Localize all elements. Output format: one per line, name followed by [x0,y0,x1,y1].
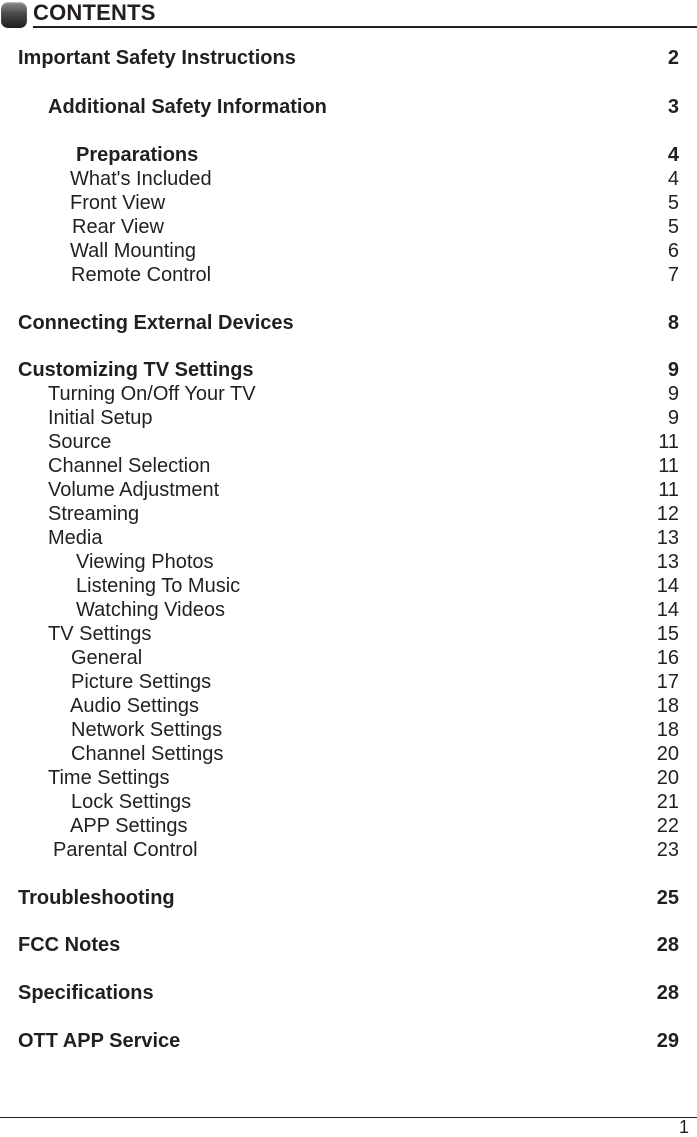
toc-entry-title: Channel Settings [71,743,224,765]
toc-entry[interactable] [0,790,697,814]
toc-entry[interactable] [0,886,697,910]
toc-entry-page-number: 9 [667,359,679,381]
toc-entry-page-number: 11 [658,479,679,501]
page-number: 1 [678,1117,689,1137]
toc-entry-title: Listening To Music [76,575,241,597]
toc-entry-page-number: 18 [656,695,679,717]
toc-entry-page-number: 18 [656,719,679,741]
toc-entry-title: Time Settings [48,767,170,789]
toc-entry-page-number: 5 [667,216,679,238]
toc-entry[interactable] [0,598,697,622]
toc-entry-page-number: 8 [667,312,679,334]
toc-entry[interactable] [0,454,697,478]
toc-entry[interactable] [0,981,697,1005]
toc-entry-page-number: 6 [667,240,679,262]
toc-entry-title: Rear View [72,216,164,238]
toc-entry-page-number: 21 [656,791,679,813]
rounded-square-icon [1,2,27,28]
toc-entry[interactable] [0,191,697,215]
toc-entry[interactable] [0,502,697,526]
toc-entry[interactable] [0,670,697,694]
toc-entry-title: Viewing Photos [76,551,214,573]
toc-entry-page-number: 13 [656,551,679,573]
toc-entry-page-number: 15 [656,623,679,645]
toc-entry-title: General [71,647,143,669]
toc-entry-page-number: 2 [667,47,679,69]
toc-entry-title: Network Settings [71,719,223,741]
toc-entry-page-number: 28 [656,934,679,956]
toc-entry[interactable] [0,167,697,191]
toc-entry[interactable] [0,622,697,646]
toc-entry[interactable] [0,263,697,287]
toc-entry-title: Customizing TV Settings [18,359,254,381]
toc-entry-title: Turning On/Off Your TV [48,383,256,405]
toc-entry-title: Lock Settings [71,791,192,813]
footer-divider [0,1117,697,1118]
page-title: CONTENTS [33,0,156,25]
header-divider [33,26,697,28]
toc-entry[interactable] [0,382,697,406]
toc-entry-page-number: 22 [656,815,679,837]
toc-entry-page-number: 9 [667,383,679,405]
toc-entry[interactable] [0,718,697,742]
toc-entry-title: Connecting External Devices [18,312,294,334]
toc-entry-title: Channel Selection [48,455,211,477]
toc-entry-page-number: 11 [658,431,679,453]
toc-entry[interactable] [0,838,697,862]
toc-entry-page-number: 16 [656,647,679,669]
toc-entry-page-number: 20 [656,767,679,789]
toc-entry-page-number: 3 [667,96,679,118]
toc-entry[interactable] [0,933,697,957]
toc-entry-page-number: 5 [667,192,679,214]
toc-entry-page-number: 12 [656,503,679,525]
toc-entry-title: Specifications [18,982,154,1004]
toc-entry[interactable] [0,215,697,239]
toc-entry[interactable] [0,550,697,574]
toc-entry[interactable] [0,646,697,670]
toc-entry[interactable] [0,1029,697,1053]
toc-entry-page-number: 13 [656,527,679,549]
toc-entry[interactable] [0,694,697,718]
toc-entry-page-number: 14 [656,599,679,621]
toc-entry-title: Initial Setup [48,407,153,429]
toc-entry-page-number: 7 [667,264,679,286]
toc-entry-title: Media [48,527,103,549]
toc-entry-title: Preparations [76,144,199,166]
toc-entry-title: Watching Videos [76,599,225,621]
toc-entry-page-number: 28 [656,982,679,1004]
toc-entry[interactable] [0,239,697,263]
contents-header [0,0,697,30]
toc-entry-title: FCC Notes [18,934,121,956]
toc-entry-title: OTT APP Service [18,1030,181,1052]
toc-entry-page-number: 4 [667,168,679,190]
toc-entry-title: TV Settings [48,623,152,645]
toc-entry-page-number: 29 [656,1030,679,1052]
toc-entry-title: Audio Settings [70,695,199,717]
toc-entry-page-number: 17 [656,671,679,693]
toc-entry-title: Wall Mounting [70,240,196,262]
toc-entry-page-number: 14 [656,575,679,597]
toc-entry-title: Parental Control [53,839,198,861]
toc-entry[interactable] [0,574,697,598]
toc-entry-title: Troubleshooting [18,887,175,909]
toc-entry[interactable] [0,406,697,430]
toc-entry-title: Picture Settings [71,671,212,693]
toc-entry-title: Remote Control [71,264,212,286]
toc-entry[interactable] [0,742,697,766]
toc-entry-title: Source [48,431,112,453]
toc-entry[interactable] [0,526,697,550]
toc-entry[interactable] [0,814,697,838]
toc-entry-page-number: 20 [656,743,679,765]
toc-entry[interactable] [0,766,697,790]
toc-entry[interactable] [0,143,697,167]
toc-entry[interactable] [0,95,697,119]
toc-entry-title: Front View [70,192,166,214]
toc-entry-title: Volume Adjustment [48,479,220,501]
toc-entry[interactable] [0,311,697,335]
toc-entry[interactable] [0,46,697,70]
toc-entry-title: APP Settings [70,815,188,837]
toc-entry-page-number: 9 [667,407,679,429]
toc-entry-title: Important Safety Instructions [18,47,296,69]
toc-entry-page-number: 23 [656,839,679,861]
toc-entry-page-number: 25 [656,887,679,909]
toc-entry-page-number: 4 [667,144,679,166]
toc-entry-title: What's Included [70,168,212,190]
toc-entry[interactable] [0,478,697,502]
toc-entry-page-number: 11 [658,455,679,477]
toc-entry-title: Streaming [48,503,140,525]
toc-entry[interactable] [0,358,697,382]
toc-entry[interactable] [0,430,697,454]
toc-entry-title: Additional Safety Information [48,96,327,118]
